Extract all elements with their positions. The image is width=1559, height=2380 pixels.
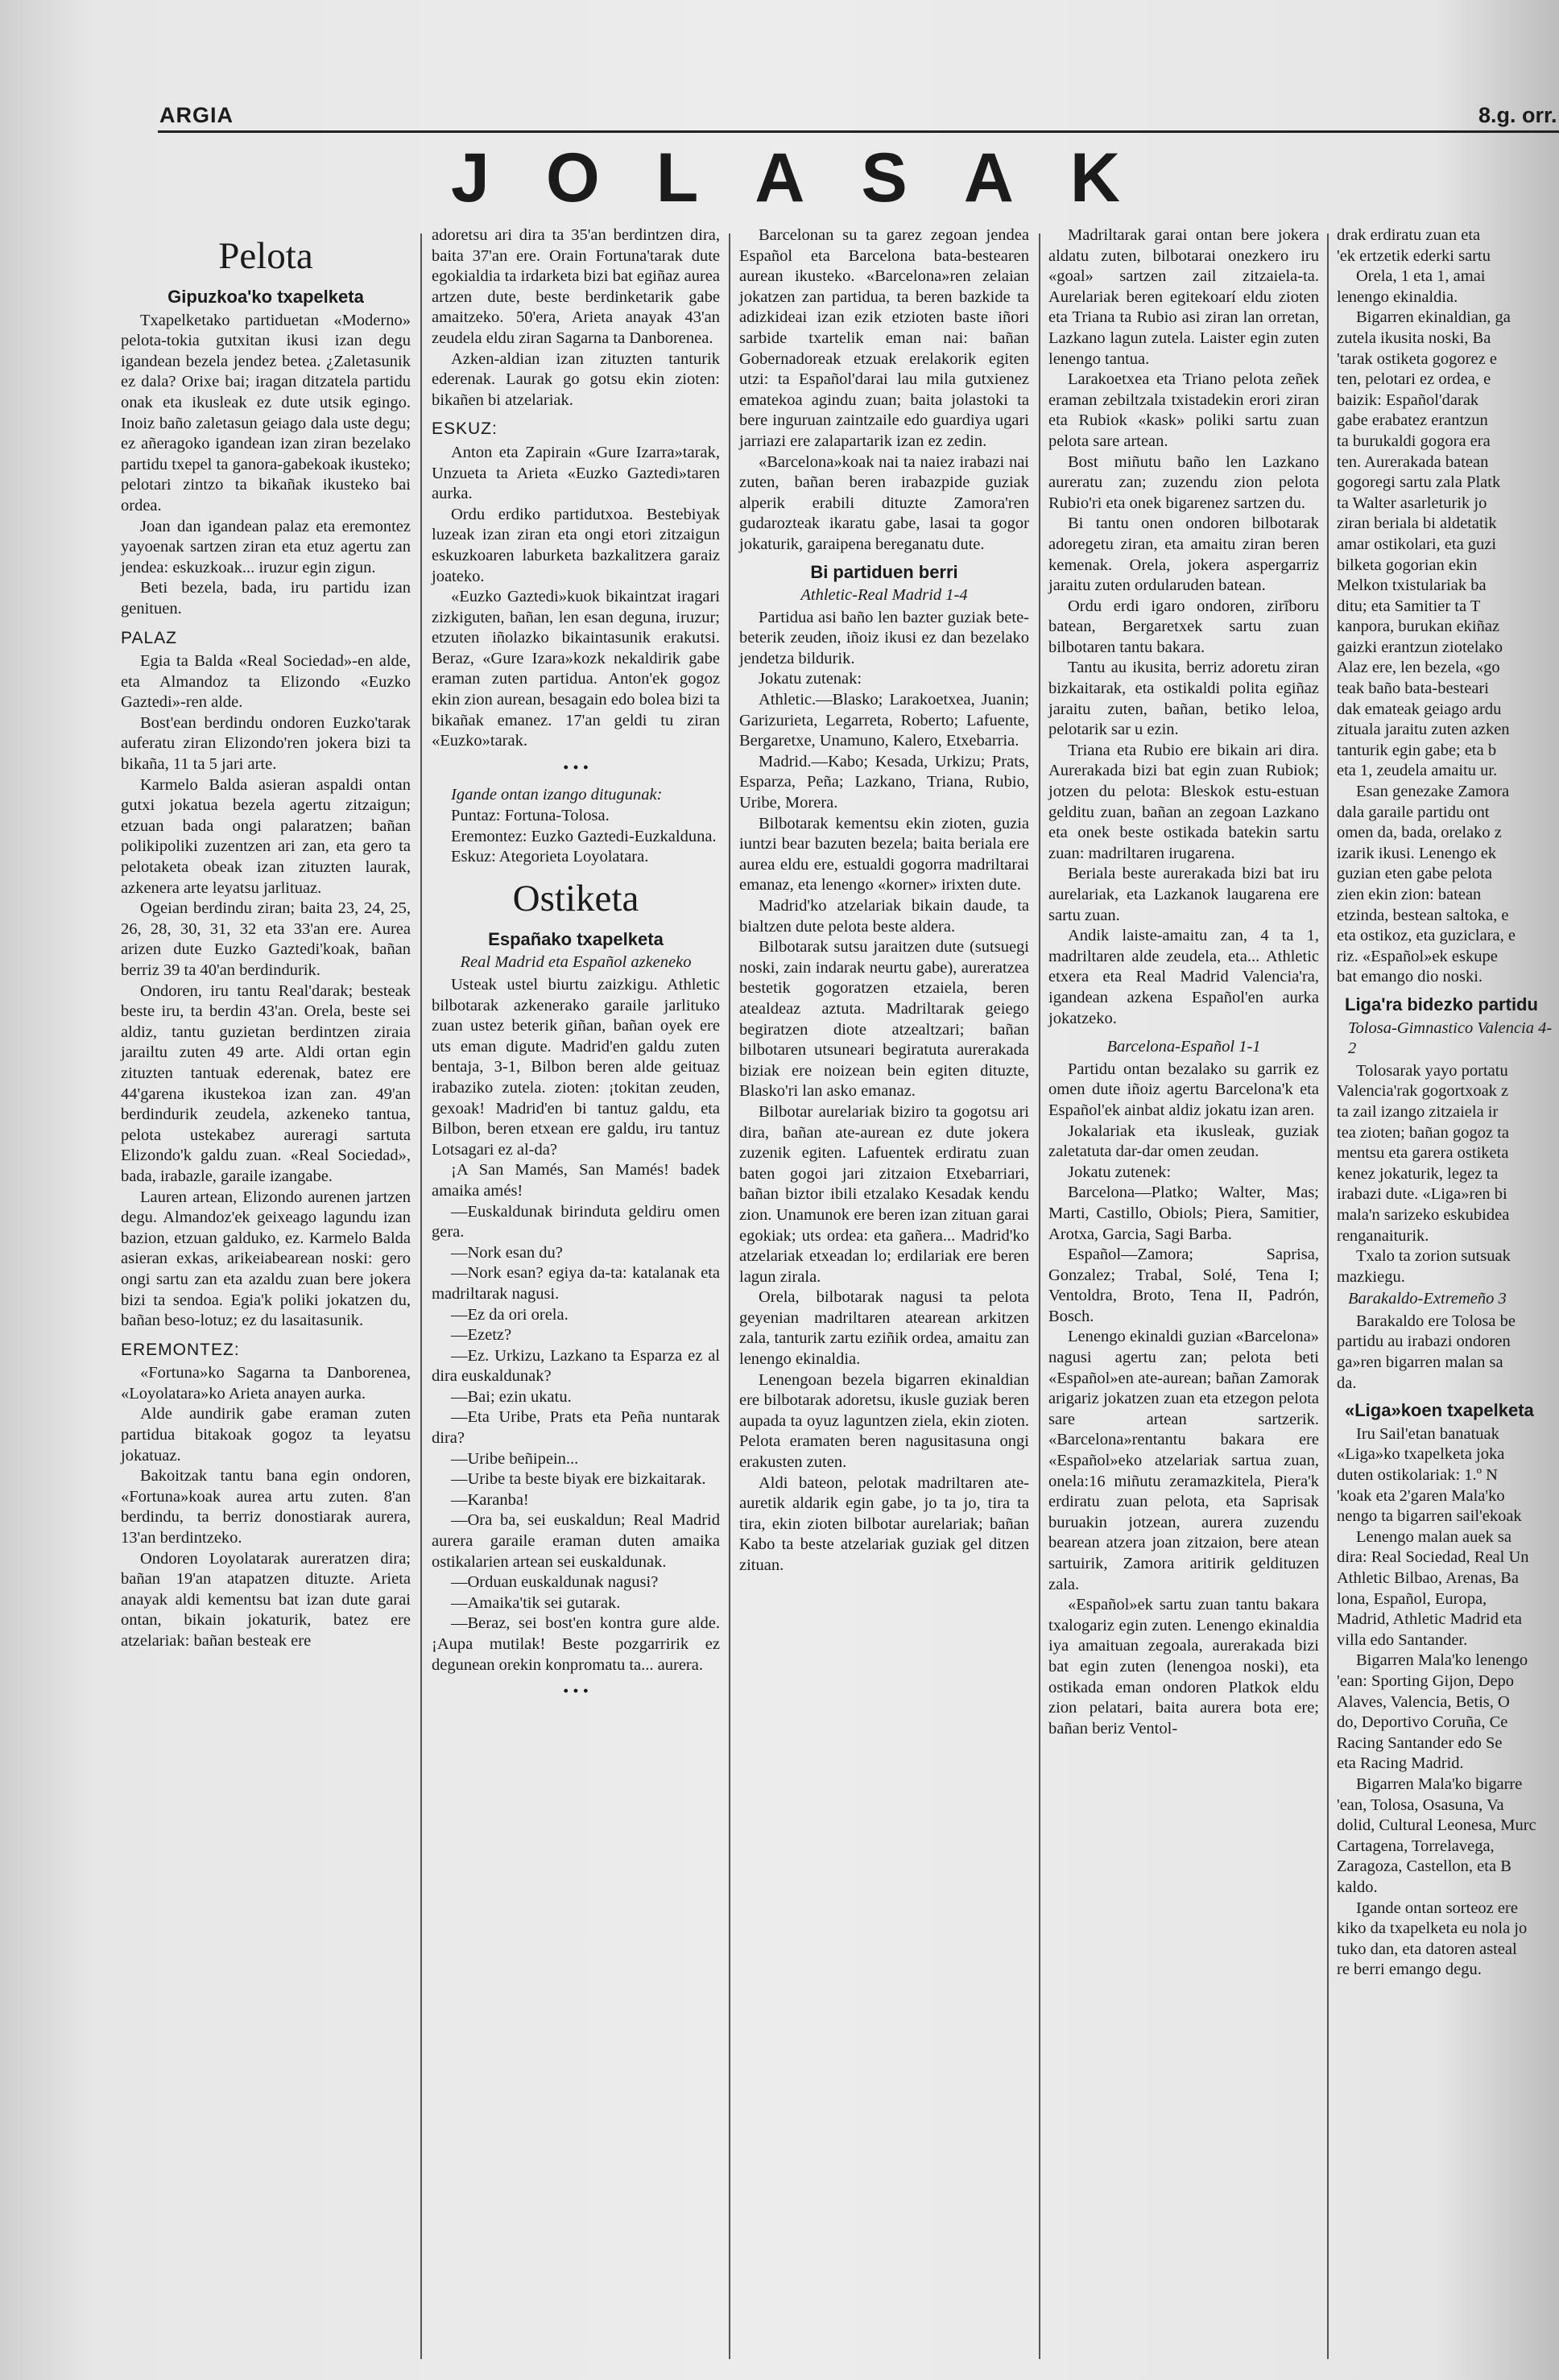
text-line: nengo ta bigarren sail'ekoak <box>1337 1507 1522 1526</box>
fixture-line: Puntaz: Fortuna-Tolosa. <box>451 807 610 825</box>
article-subheading: Liga'ra bidezko partidu <box>1345 994 1538 1014</box>
column-3 <box>739 225 1029 1576</box>
text-line: Txalo ta zorion sutsuak <box>1356 1247 1511 1266</box>
text-line: Tolosarak yayo portatu <box>1356 1061 1508 1080</box>
text-line: ditu; eta Samitier ta T <box>1337 597 1481 615</box>
text-line: Melkon txistulariak ba <box>1337 576 1487 595</box>
paragraph: Bilbotarak sutsu jaraitzen dute (sutsuegi noski, zain indarak neurtu gabe), aureratzea bestetik gogoratzen etzaiela, beren atealdeaz aztuta. Madriltarak geiego begiratzen diote atzealtzari; bañan bilbotaren utsuneari begiratuta aurerakada biziak ere noizean bein egiten dituzte, Blasko'ri lan asko emanaz. <box>739 938 1029 1101</box>
paragraph: Andik laiste-amaitu zan, 4 ta 1, madriltaren alde zeudela, eta... Athletic etxera eta Real Madrid Valencia'ra, igandean azkena Español'en aurka jokatzeko. <box>1048 927 1319 1027</box>
text-line: zituala jaraitu zuten azken <box>1337 721 1510 739</box>
paragraph: Orela, bilbotarak nagusi ta pelota geyenian madriltaren atearean arkitzen zala, tanturik zartu eziñik ordea, amaitu zan lenengo ekinaldia. <box>739 1288 1029 1369</box>
paragraph: Athletic.—Blasko; Larakoetxea, Juanin; Garizurieta, Legarreta, Roberto; Lafuente, Bergaretxe, Unamuno, Kalero, Etxebarria. <box>739 691 1029 750</box>
article-subheading: Españako txapelketa <box>488 928 664 949</box>
text-line: 'ean, Tolosa, Osasuna, Va <box>1337 1795 1504 1814</box>
text-line: baizik: Español'darak <box>1337 390 1479 409</box>
paragraph: Barcelonan su ta garez zegoan jendea Español eta Barcelona bata-bestearen aurean ikusteko. «Barcelona»ren zelaian jokatzen zan partidua, ta beren bazkide ta adizkideai izan ezik etzioten baste iñori sarbide txartelik eman nai: bañan Gobernadoreak etzuak erelakorik egiten utzi: ta Español'darai lau mila gutxienez ematekoa agindu zuan; baita jolastoki ta bere inguruan zaintzaile edo guardiya ugari jarriazi ere zalapartarik izan ez zedin. <box>739 226 1029 450</box>
text-line: re berri emango degu. <box>1337 1961 1482 1979</box>
paragraph: Lauren artean, Elizondo aurenen jartzen degu. Almandoz'ek geixeago lagundu izan bazion, etzuan galduko, ez. Karmelo Balda asieran exkas, arikeiabearean noski: gero ongi sartu zan eta azaldu zuan bere jokera bizi ta sendoa. Egia'k poliki jokatzen du, bañan beso-lotuz; ez du lasaitasunik. <box>121 1188 411 1330</box>
paragraph: Lenengo ekinaldi guzian «Barcelona» nagusi agertu zan; pelota beti «Español»en ate-aurean; bañan Zamorak arigariz jokatzen zuan eta etzegon pelota sare artean sartzerik. «Barcelona»rentantu bakara ere «Español»eko atzelariak sartua zuan, onela:16 miñutu zeramazkitela, Piera'k erdiratu zuan pelota, eta Saprisak buruakin jotzean, aurera zuzendu bearean atzera joan zitzaion, bere atean sartuirik, Zamora aritirik geldituzen zala. <box>1048 1328 1319 1593</box>
text-line: ten. Aurerakada batean <box>1337 452 1489 471</box>
text-line: etzinda, bestean saltoka, e <box>1337 906 1509 924</box>
paragraph: adoretsu ari dira ta 35'an berdintzen dira, baita 37'an ere. Orain Fortuna'tarak dute egokialdia ta irdarketa bizi bat egiñaz aurea artzen dute, beste berdinketarik gabe amaitzeko. 50'era, Arieta anayak 43'an zeudela eldu ziran Sagarna ta Danborenea. <box>432 226 720 347</box>
header-rule <box>158 130 1559 133</box>
fixture-line: Eremontez: Euzko Gaztedi-Euzkalduna. <box>451 827 717 845</box>
match-title: Barakaldo-Extremeño 3 <box>1348 1290 1507 1308</box>
text-line: lenengo ekinaldia. <box>1337 287 1458 306</box>
paragraph: Egia ta Balda «Real Sociedad»-en alde, eta Almandoz ta Elizondo «Euzko Gaztedi»-ren alde. <box>121 652 411 712</box>
fixture-line: Eskuz: Ategorieta Loyolatara. <box>451 848 649 866</box>
article-subheading: Bi partiduen berri <box>810 561 958 582</box>
paragraph: Beti bezela, bada, iru partidu izan genituen. <box>121 579 411 618</box>
text-line: ta burukaldi gogora era <box>1337 432 1491 450</box>
article-subheading: «Liga»koen txapelketa <box>1345 1400 1534 1421</box>
paragraph: Bost'ean berdindu ondoren Euzko'tarak auferatu ziran Elizondo'ren jokera bizi ta bikaña, 11 ta 5 jari arte. <box>121 713 411 774</box>
paragraph: —Nork esan? egiya da-ta: katalanak eta madriltarak nagusi. <box>432 1264 720 1303</box>
text-line: kanpora, burukan ekiñaz <box>1337 618 1500 636</box>
text-line: «Liga»ko txapelketa joka <box>1337 1445 1505 1464</box>
text-line: eta 1, zeudela amaitu ur. <box>1337 762 1498 780</box>
text-line: ziran beriala bi aldetatik <box>1337 514 1497 533</box>
section-label: ESKUZ: <box>432 419 498 439</box>
paragraph: «Español»ek sartu zuan tantu bakara txalogariz egin zuten. Lenengo ekinaldia iya amaituan zegoala, aurerakada bizi bat egin zuten (lenengoa noski), eta ostikada eman ondoren Platkok eldu zion pelatari, baita aurera bota ere; bañan beriz Ventol- <box>1048 1596 1319 1737</box>
text-line: kaldo. <box>1337 1878 1378 1896</box>
paragraph: «Fortuna»ko Sagarna ta Danborenea, «Loyolatara»ko Arieta anayen aurka. <box>121 1364 411 1403</box>
text-line: mazkiegu. <box>1337 1267 1405 1286</box>
paragraph: —Ezetz? <box>451 1326 512 1345</box>
match-title: Athletic-Real Madrid 1-4 <box>800 586 968 605</box>
paragraph: —Ez da ori orela. <box>451 1305 569 1324</box>
text-line: tuko dan, eta datoren asteal <box>1337 1940 1517 1958</box>
text-line: Bigarren Mala'ko lenengo <box>1356 1651 1528 1670</box>
paragraph: Tantu au ikusita, berriz adoretu ziran bizkaitarak, eta ostikaldi polita egiñaz jaraitu zuten, bañan, betiko leloa, pelotarik sar u ezin. <box>1048 659 1319 739</box>
text-line: duten ostikolariak: 1.º N <box>1337 1466 1498 1485</box>
text-line: Alaz ere, len bezela, «go <box>1337 659 1500 677</box>
text-line: ten, pelotari ez ordea, e <box>1337 370 1491 389</box>
section-label: PALAZ <box>121 628 177 647</box>
text-line: Bigarren Mala'ko bigarre <box>1356 1775 1523 1793</box>
paragraph: —Uribe ta beste biyak ere bizkaitarak. <box>451 1470 706 1489</box>
text-line: mala'n sarizeko eskubidea <box>1337 1205 1510 1224</box>
paragraph: Joan dan igandean palaz eta eremontez yayoenak sartzen ziran eta etuz agertu zan jendea: eskuzkoak... iruzur egin zigun. <box>121 517 411 576</box>
separator-stars: • • • <box>563 758 589 777</box>
paragraph: Jokalariak eta ikusleak, guziak zaletatuta dar-dar omen zeudan. <box>1048 1122 1319 1161</box>
section-label: EREMONTEZ: <box>121 1340 240 1359</box>
text-line: drak erdiratu zuan eta <box>1337 226 1481 244</box>
text-line: 'tarak ostiketa gogorez e <box>1337 349 1497 368</box>
text-line: eta Racing Madrid. <box>1337 1754 1464 1773</box>
paragraph: Barcelona—Platko; Walter, Mas; Marti, Castillo, Obiols; Piera, Samitier, Arotxa, Garcia, Sagi Barba. <box>1048 1184 1319 1243</box>
separator-stars: • • • <box>563 1683 589 1701</box>
article-heading: Ostiketa <box>512 877 639 919</box>
paragraph: —Nork esan du? <box>451 1243 563 1262</box>
text-line: riz. «Español»ek eskupe <box>1337 947 1498 965</box>
text-line: izarik ikusi. Lenengo ek <box>1337 844 1497 862</box>
text-line: villa edo Santander. <box>1337 1630 1468 1649</box>
paragraph: —Eta Uribe, Prats eta Peña nuntarak dira? <box>432 1408 720 1448</box>
text-line: Valencia'rak gogortxoak z <box>1337 1082 1509 1101</box>
text-line: zutela ikusita noski, Ba <box>1337 328 1491 347</box>
paragraph: Usteak ustel biurtu zaizkigu. Athletic bilbotarak azkenerako garaile jarlituko zuan ustez beterik giñan, bañan oyek ere uts eman digute. Madrid'en galdu zuten bentaja, 3-1, Bilbon beren alde geituaz irabaziko zutela. zioten: ¡tokitan zeuden, gexoak! Madrid'en bi tantuz galdu, eta Bilbon, beren etxean ere galdu, iru tantuz Lotsagari ez al-da? <box>432 976 720 1159</box>
paragraph: Larakoetxea eta Triano pelota zeñek eraman zebiltzala txistadekin erori ziran eta Rubiok «kask» poliki sartu zuan pelota sare artean. <box>1048 370 1319 450</box>
paragraph: Lenengoan bezela bigarren ekinaldian ere bilbotarak adoretsu, ikusle guziak beren aupada ta oyuz laguntzen ziela, ekin zioten. Pelota eramaten beren nagusitasuna ongi erakusten zuten. <box>739 1370 1029 1472</box>
column-1 <box>121 225 411 1652</box>
text-line: tea zioten; bañan gogoz ta <box>1337 1123 1510 1142</box>
text-line: dolid, Cultural Leonesa, Murc <box>1337 1816 1536 1835</box>
publication-name: ARGIA <box>159 103 234 127</box>
paragraph: Bi tantu onen ondoren bilbotarak adoregetu ziran, eta amaitu ziran beren kemenak. Orela, jokera aspergarriz jaraitu zuten ordularuden batean. <box>1048 514 1319 595</box>
paragraph: Triana eta Rubio ere bikain ari dira. Aurerakada bizi bat egin zuan Rubiok; jotzen du pelota: Bleskok estu-estuan gelditu zuan, bañan an zegoan Lazkano eta onek beste ostikada batekin sartu zuan: madriltaren irugarena. <box>1048 741 1319 862</box>
paragraph: Txapelketako partiduetan «Moderno» pelota-tokia gutxitan ikusi izan degu igandean bezela jendez betea. ¿Zaletasunik ez dala? Orixe bai; iragan ditzatela partidu onak eta ikusleak ez dute utsik egingo. Inoiz baño zaletasun geiago dala uste degu; ez añeragoko igandean izan ziran bezelako partidu txepel ta ganora-gabekoak ikusteko; pelotari zintzo ta bikañak ikusteko bai ordea. <box>121 311 411 514</box>
text-line: ga»ren bigarren malan sa <box>1337 1353 1503 1372</box>
text-line: gaizki erantzun ziotelako <box>1337 638 1503 656</box>
paragraph: Bost miñutu baño len Lazkano aureratu zan; zuzendu zion pelota Rubio'ri eta onek bigarenez sartzen du. <box>1048 452 1319 512</box>
text-line: da. <box>1337 1374 1357 1392</box>
text-line: Cartagena, Torrelavega, <box>1337 1837 1495 1855</box>
text-line: kiko da txapelketa eu nola jo <box>1337 1919 1528 1938</box>
text-line: kenez jokaturik, legez ta <box>1337 1164 1499 1183</box>
column-divider <box>1039 233 1040 2359</box>
text-line: Esan genezake Zamora <box>1356 783 1510 801</box>
paragraph: Madrid'ko atzelariak bikain daude, ta bialtzen dute pelota beste aldera. <box>739 897 1029 936</box>
paragraph: Partidu ontan bezalako su garrik ez omen dute iñoiz agertu Barcelona'k eta Español'ek ainbat aldiz jokatu izan aren. <box>1048 1060 1319 1119</box>
match-title: Barcelona-Español 1-1 <box>1106 1038 1261 1056</box>
paragraph: Partidua asi baño len bazter guziak bete-beterik zeuden, iñoiz ikusi ez dan bezelako jendetza bildurik. <box>739 608 1029 667</box>
paragraph: Aldi bateon, pelotak madriltaren ate-auretik aldarik egin gabe, jo ta jo, tira ta tira, ekin zioten bilbotar aurelariak; bañan Kabo ta beste atzelariak guziak gel ditzen zituan. <box>739 1473 1029 1574</box>
text-line: dala garaile partidu ont <box>1337 803 1490 821</box>
paragraph: —Ez. Urkizu, Lazkano ta Esparza ez al dira euskaldunak? <box>432 1346 720 1386</box>
section-title: JOLASAK <box>451 139 1176 217</box>
text-line: lona, Español, Europa, <box>1337 1589 1487 1608</box>
paragraph: ¡A San Mamés, San Mamés! badek amaika amés! <box>432 1161 720 1200</box>
text-line: omen da, bada, orelako z <box>1337 824 1502 842</box>
text-line: gogoregi sartu zala Platk <box>1337 473 1501 492</box>
paragraph: Anton eta Zapirain «Gure Izarra»tarak, Unzueta ta Arieta «Euzko Gaztedi»taren aurka. <box>432 443 720 503</box>
text-line: bat emango dio noski. <box>1337 968 1483 986</box>
text-line: 'ean: Sporting Gijon, Depo <box>1337 1671 1515 1690</box>
text-line: ta zail izango zitzaiela ir <box>1337 1102 1499 1121</box>
paragraph: —Bai; ezin ukatu. <box>451 1387 572 1406</box>
paragraph: Azken-aldian izan zituzten tanturik ederenak. Laurak go gotsu ekin zioten: bikañen bi atzelariak. <box>432 349 720 409</box>
text-line: ta Walter asarleturik jo <box>1337 494 1487 512</box>
paragraph: Bilbotarak kementsu ekin zioten, guzia iuntzi bear bazuten bezela; baita beriala ere aurea eldu ere, estualdi gogorra madriltarai emanaz, eta lenengo «korner» irixten dute. <box>739 814 1029 895</box>
article-subheading: Gipuzkoa'ko txapelketa <box>167 287 364 307</box>
text-line: zien ekin zion: batean <box>1337 886 1482 903</box>
text-line: irabazi dute. «Liga»ren bi <box>1337 1185 1507 1204</box>
text-line: partidu au irabazi ondoren <box>1337 1333 1511 1351</box>
text-line: 'koak eta 2'garen Mala'ko <box>1337 1486 1505 1505</box>
paragraph: Ondoren Loyolatarak aureratzen dira; bañan 19'an atapatzen dituzte. Arieta anayak aldi kementsu bat izan dute garai ontan, bikain jokaturik, batez ere atzelariak: bañan besteak ere <box>121 1549 411 1650</box>
text-line: Racing Santander edo Se <box>1337 1733 1503 1752</box>
match-title: Real Madrid eta Español azkeneko <box>460 953 692 972</box>
paragraph: «Barcelona»koak nai ta naiez irabazi nai zuten, bañan beren irabazpide guziak alperik erabili dituzte Zamora'ren gudarozteak ikaratu gabe, lasai ta gogor jokaturik, garaipena bereganatu dute. <box>739 452 1029 553</box>
text-line: Zaragoza, Castellon, eta B <box>1337 1857 1511 1876</box>
column-divider <box>729 233 730 2359</box>
text-line: Athletic Bilbao, Arenas, Ba <box>1337 1569 1520 1587</box>
text-line: Lenengo malan auek sa <box>1356 1527 1511 1546</box>
paragraph: —Uribe beñipein... <box>451 1449 579 1468</box>
paragraph: Ordu erdiko partidutxoa. Bestebiyak luzeak izan ziran eta ongi etori zitzaigun eskuzkoaren laburketa bazkalitzera garaiz joateko. <box>432 505 720 585</box>
text-line: bilketa gogorian ekin <box>1337 556 1478 574</box>
paragraph: —Ora ba, sei euskaldun; Real Madrid aurera garaile eraman duten amaika ostikalarien artean sei euskaldunak. <box>432 1511 720 1571</box>
paragraph: Jokatu zutenak: <box>759 670 862 688</box>
text-line: gabe erabatez erantzun <box>1337 411 1488 430</box>
paragraph: Ordu erdi igaro ondoren, zirīboru batean, Bergaretxek sartu zuan bilbotaren tantu bakara. <box>1048 597 1319 656</box>
text-line: Igande ontan sorteoz ere <box>1356 1899 1518 1917</box>
text-line: dak emateak geiago ardu <box>1337 700 1502 718</box>
text-line: mentsu eta garera ostiketa <box>1337 1144 1509 1163</box>
column-divider <box>420 233 422 2359</box>
text-line: Bigarren ekinaldian, ga <box>1356 308 1511 327</box>
text-line: eta ostikoz, eta guziclara, e <box>1337 927 1516 945</box>
text-line: Iru Sail'etan banatuak <box>1356 1424 1499 1443</box>
paragraph: Bakoitzak tantu bana egin ondoren, «Fortuna»koak aurea artu zuten. 8'an berdindu, ta berriz donostiarak aurera, 13'an berdintzeko. <box>121 1467 411 1547</box>
column-4 <box>1048 225 1319 1739</box>
paragraph: Jokatu zutenek: <box>1068 1163 1172 1181</box>
paragraph: Madrid.—Kabo; Kesada, Urkizu; Prats, Esparza, Peña; Lazkano, Triana, Rubio, Uribe, Morera. <box>739 752 1029 812</box>
match-title: Tolosa-Gimnastico Valencia 4-2 <box>1348 1019 1553 1058</box>
paragraph: Ogeian berdindu ziran; baita 23, 24, 25, 26, 28, 30, 31, 32 eta 33'an ere. Aurea arizen dute Euzko Gaztedi'koak, bañan berriz 39 ta 40'an berdindurik. <box>121 899 411 979</box>
paragraph: Bilbotar aurelariak biziro ta gogotsu ari dira, bañan ate-aurean ez dute jokera zuzenik egiten. Lafuentek erdiratu zuan baten gogoi jari zitzaion Etxebarriari, bañan biztor ibili etzalako Kesadak kendu zion. Unamunok ere beren izan zituan garai egokiak; uts ordea: eta gañera... Madrid'ko atzelariak etxeadan lo; erdilariak ere beren lagun zirala. <box>739 1102 1029 1286</box>
paragraph: Madriltarak garai ontan bere jokera aldatu zuten, bilbotarai onezkero iru «goal» sartzen zail zitzaiela-ta. Aurelariak beren egitekoarí eldu zioten eta Triana ta Rubio asi ziran lan orretan, Lazkano lagun zutela. Laister egin zuten lenengo tantua. <box>1048 226 1319 368</box>
column-5 <box>1337 225 1559 1981</box>
paragraph: «Euzko Gaztedi»kuok bikaintzat iragari zizkiguten, bañan, len esan deguna, iruzur; etzuten iñolazko bikaintasunik erakutsi. Beraz, «Gure Izara»kozk nekaldirik gabe eraman zuten partidua. Anton'ek gogoz ekin zion aurean, besagain edo bolea bizi ta bikañak emanez. 17'an geldi tu ziran «Euzko»tarak. <box>432 588 720 750</box>
paragraph: —Euskaldunak birinduta geldiru omen gera. <box>432 1202 720 1242</box>
text-line: dira: Real Sociedad, Real Un <box>1337 1548 1529 1567</box>
text-line: Madrid, Athletic Madrid eta <box>1337 1610 1522 1629</box>
paragraph: Alde aundirik gabe eraman zuten partidua bitakoak gogoz ta leyatsu jokatuaz. <box>121 1405 411 1465</box>
paragraph: Español—Zamora; Saprisa, Gonzalez; Trabal, Solé, Tena I; Ventoldra, Broto, Tena II, Padrón, Bosch. <box>1048 1246 1319 1325</box>
text-line: Alaves, Valencia, Betis, O <box>1337 1692 1510 1711</box>
text-line: guzian eten gabe pelota <box>1337 865 1492 883</box>
text-line: renganaiturik. <box>1337 1226 1429 1245</box>
text-line: teak baño bata-besteari <box>1337 680 1489 698</box>
paragraph: Igande ontan izango ditugunak: <box>451 786 663 804</box>
paragraph: —Beraz, sei bost'en kontra gure alde. ¡Aupa mutilak! Beste pozgarririk ez degunean orekin konpromatu ta... aurera. <box>432 1614 720 1674</box>
paragraph: —Amaika'tik sei gutarak. <box>451 1593 621 1612</box>
text-line: 'ek ertzetik ederki sartu <box>1337 246 1491 265</box>
paragraph: Ondoren, iru tantu Real'darak; besteak beste iru, ta berdin 43'an. Orela, beste sei aldiz, tantu guzietan berdintzen ziraia jarailtu zuten 49 arte. Aldi ortan egin zituzten tantuak ederenak, batez ere 44'garena ikustekoa izan zan. 49'an berdindurik zeudela, azkeneko tantua, pelota ustekabez aureragi sartuta Elizondo'k galdu zuan. «Real Sociedad», bada, irabazle, garaile izangabe. <box>121 981 411 1185</box>
article-heading: Pelota <box>218 235 313 277</box>
paragraph: Beriala beste aurerakada bizi bat iru aurelariak, eta Lazkanok laugarena ere sartu zuan. <box>1048 865 1319 924</box>
text-line: Barakaldo ere Tolosa be <box>1356 1312 1516 1330</box>
text-line: Orela, 1 eta 1, amai <box>1356 267 1486 286</box>
paragraph: Karmelo Balda asieran aspaldi ontan gutxi jokatua bezela agertu zitzaigun; etzuan bada ongi palaratzen; bañan polikipoliki zuzentzen ari zan, eta gero ta pelotaketa obeak izan zituzten laurak, azkenera arte leyatsu jarlituaz. <box>121 775 411 897</box>
page-reference: 8.g. orr. <box>1478 103 1557 127</box>
text-line: amar ostikolari, eta guzi <box>1337 535 1497 553</box>
paragraph: —Orduan euskaldunak nagusi? <box>451 1573 659 1592</box>
paragraph: —Karanba! <box>451 1490 529 1509</box>
column-divider <box>1327 233 1329 2359</box>
text-line: do, Deportivo Coruña, Ce <box>1337 1713 1508 1732</box>
text-line: tanturik egin gabe; eta b <box>1337 741 1497 759</box>
column-2 <box>432 225 720 1709</box>
